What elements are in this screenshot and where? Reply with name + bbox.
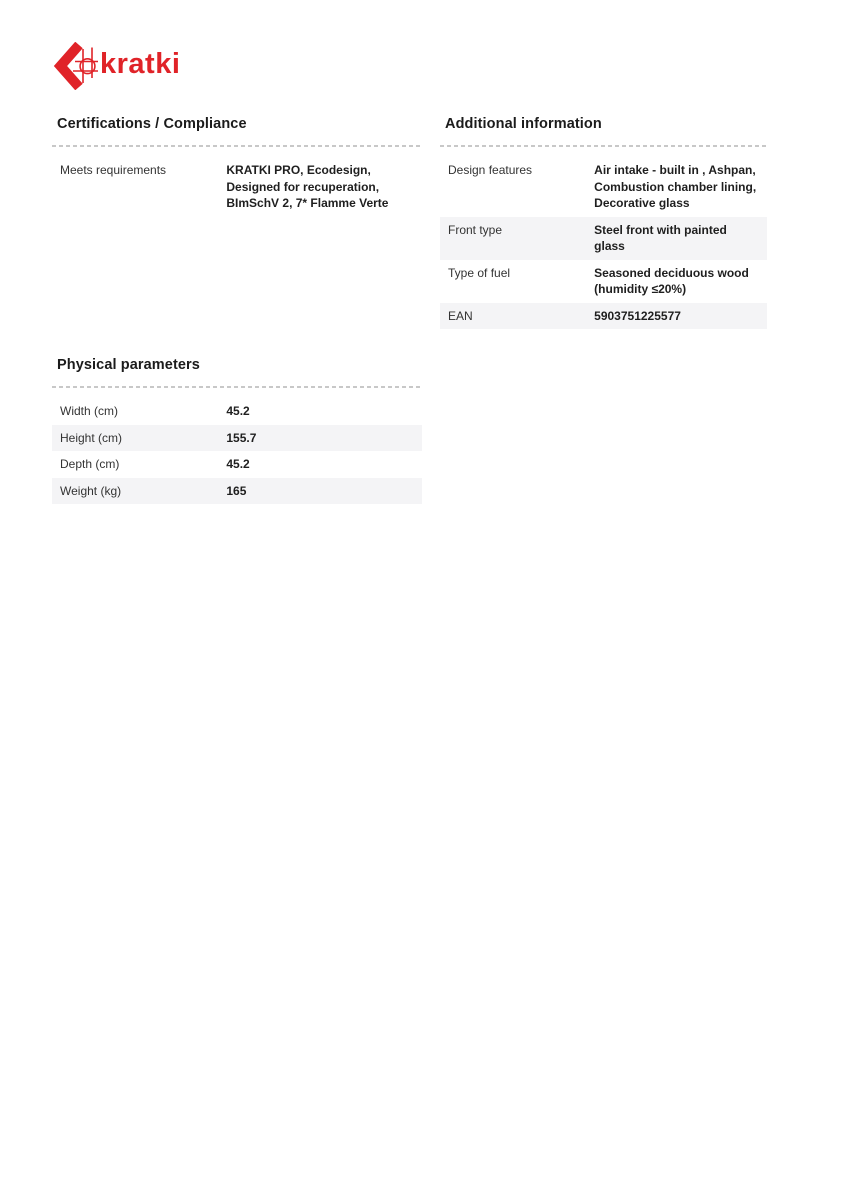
row-value: 45.2 (226, 404, 250, 418)
row-label: Meets requirements (60, 163, 167, 177)
certifications-table (52, 157, 422, 217)
table-row (52, 398, 422, 425)
row-label: Weight (kg) (60, 483, 122, 498)
row-value: Seasoned deciduous wood (humidity ≤20%) (594, 265, 749, 296)
spec-columns (52, 116, 797, 329)
spec-page (0, 0, 849, 504)
row-label: Width (cm) (60, 404, 118, 418)
physical-parameters-section (52, 357, 422, 504)
table-row (440, 303, 767, 330)
row-label: Type of fuel (448, 265, 511, 280)
table-row (52, 157, 422, 217)
table-row (52, 478, 422, 505)
brand-logo (52, 42, 797, 90)
row-value: Air intake - built in , Ashpan, Combustion chamber lining, Decorative glass (594, 163, 757, 210)
physical-parameters-table (52, 398, 422, 504)
table-row (440, 217, 767, 260)
row-label: Front type (448, 222, 503, 237)
additional-info-section (440, 116, 767, 329)
row-label: Height (cm) (60, 430, 123, 445)
table-row (52, 425, 422, 452)
dashed-divider (440, 145, 767, 147)
dashed-divider (52, 145, 422, 147)
row-value: Steel front with painted glass (594, 222, 727, 253)
row-value: 155.7 (226, 430, 257, 445)
additional-info-title: Additional information (445, 116, 602, 132)
table-row (440, 157, 767, 217)
table-row (52, 451, 422, 478)
row-label: Design features (448, 163, 533, 177)
row-value: 5903751225577 (594, 308, 681, 323)
dashed-divider (52, 386, 422, 388)
kratki-logo-icon (52, 42, 98, 90)
additional-info-table (440, 157, 767, 329)
row-value: 165 (226, 483, 247, 498)
certifications-section (52, 116, 422, 217)
row-label: EAN (448, 308, 473, 323)
table-row (440, 260, 767, 303)
row-value: 45.2 (226, 457, 250, 471)
physical-parameters-title: Physical parameters (57, 357, 200, 373)
brand-wordmark: kratki (100, 47, 181, 80)
row-value: KRATKI PRO, Ecodesign, Designed for recuperation, BImSchV 2, 7* Flamme Verte (226, 163, 389, 210)
row-label: Depth (cm) (60, 457, 120, 471)
certifications-title: Certifications / Compliance (57, 116, 247, 132)
